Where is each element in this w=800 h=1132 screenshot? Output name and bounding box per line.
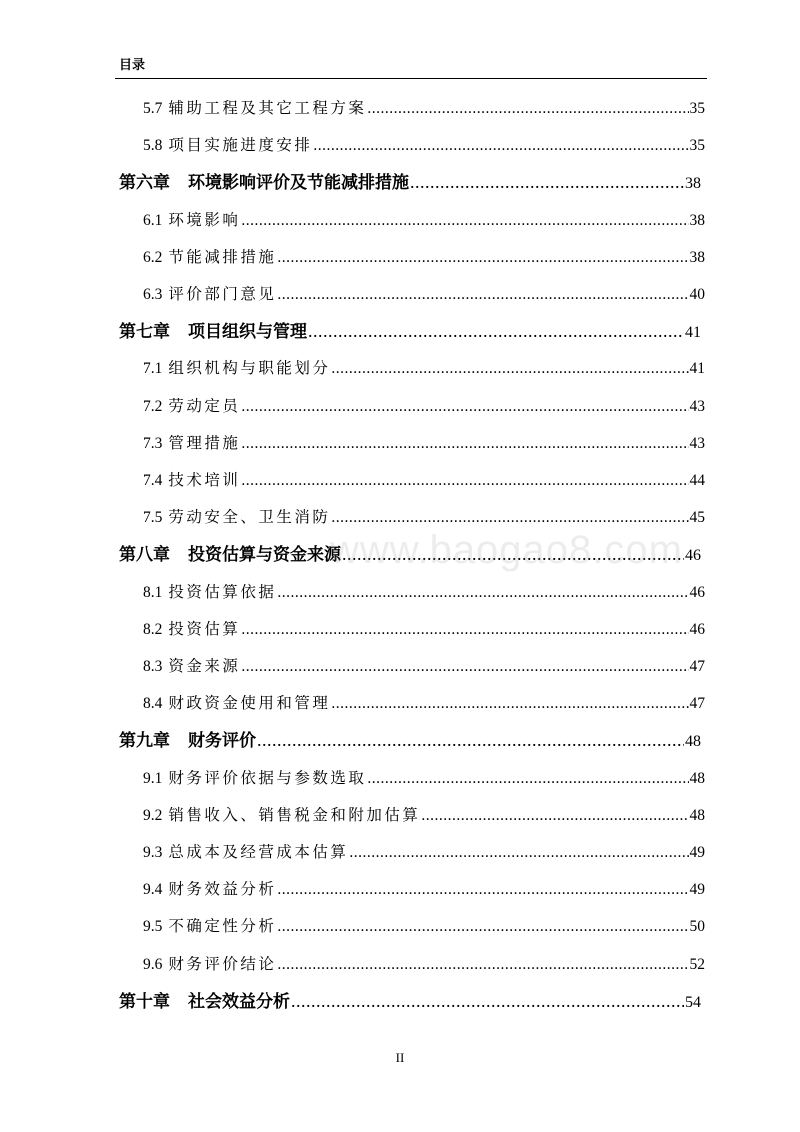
toc-entry-number: 9.2 [143, 806, 163, 824]
toc-entry-number: 第九章 [119, 731, 170, 752]
toc-dot-leader [342, 542, 684, 566]
toc-entry-page: 45 [689, 509, 705, 527]
toc-entry-page: 41 [689, 360, 705, 378]
toc-dot-leader [241, 209, 688, 233]
toc-entry-title: 组织机构与职能划分 [168, 359, 331, 378]
toc-section-entry[interactable] [143, 914, 705, 938]
toc-dot-leader [410, 170, 684, 194]
toc-entry-page: 50 [689, 918, 705, 936]
toc-entry-page: 52 [689, 955, 705, 973]
toc-entry-title: 财务评价结论 [168, 954, 277, 973]
toc-dot-leader [277, 878, 688, 902]
toc-entry-title: 环境影响评价及节能减排措施 [188, 173, 409, 194]
toc-entry-number: 第十章 [119, 991, 170, 1012]
toc-entry-title: 销售收入、销售税金和附加估算 [168, 805, 421, 824]
toc-chapter-entry[interactable] [119, 728, 701, 752]
toc-entry-number: 8.2 [143, 620, 163, 638]
toc-entry-number: 9.5 [143, 918, 163, 936]
toc-entry-number: 6.3 [143, 286, 163, 303]
toc-entry-title: 节能减排措施 [168, 247, 277, 266]
toc-entry-page: 44 [689, 472, 705, 489]
toc-entry-title: 劳动安全、卫生消防 [168, 508, 331, 527]
toc-entry-title: 评价部门意见 [168, 285, 277, 303]
toc-entry-title: 财务效益分析 [168, 880, 277, 899]
toc-dot-leader [349, 841, 688, 865]
toc-entry-number: 6.1 [143, 211, 163, 229]
toc-entry-page: 54 [685, 993, 701, 1011]
toc-section-entry[interactable] [143, 691, 705, 715]
toc-dot-leader [257, 728, 684, 752]
toc-dot-leader [331, 357, 688, 381]
toc-entry-title: 财务评价依据与参数选取 [168, 768, 367, 787]
toc-entry-number: 8.1 [143, 583, 163, 601]
toc-chapter-entry[interactable] [119, 319, 701, 343]
toc-dot-leader [241, 469, 688, 493]
toc-entry-number: 第八章 [119, 545, 170, 566]
toc-entry-title: 辅助工程及其它工程方案 [168, 99, 367, 117]
toc-entry-number: 5.7 [143, 100, 163, 117]
toc-section-entry[interactable] [143, 840, 705, 864]
toc-section-entry[interactable] [143, 877, 705, 901]
toc-entry-number: 8.3 [143, 658, 163, 675]
toc-section-entry[interactable] [143, 356, 705, 380]
toc-dot-leader [277, 283, 688, 307]
toc-section-entry[interactable] [143, 96, 705, 120]
toc-entry-page: 49 [689, 881, 705, 899]
toc-dot-leader [308, 319, 684, 343]
toc-entry-title: 管理措施 [168, 433, 241, 452]
toc-dot-leader [291, 989, 684, 1013]
toc-entry-title: 劳动定员 [168, 396, 241, 415]
toc-entry-title: 项目组织与管理 [188, 322, 307, 343]
toc-entry-page: 38 [689, 211, 705, 229]
toc-entry-number: 第七章 [119, 322, 170, 343]
toc-entry-title: 总成本及经营成本估算 [168, 843, 349, 861]
toc-section-entry[interactable] [143, 394, 705, 418]
toc-entry-page: 43 [689, 434, 705, 452]
toc-dot-leader [313, 134, 688, 158]
toc-entry-number: 6.2 [143, 248, 163, 266]
toc-dot-leader [241, 618, 688, 642]
toc-entry-page: 41 [685, 324, 701, 342]
toc-entry-title: 资金来源 [168, 657, 241, 675]
toc-dot-leader [277, 246, 688, 270]
toc-entry-page: 40 [689, 286, 705, 303]
toc-dot-leader [241, 432, 688, 456]
toc-section-entry[interactable] [143, 654, 705, 678]
toc-entry-title: 财务评价 [188, 731, 256, 752]
toc-section-entry[interactable] [143, 505, 705, 529]
toc-entry-title: 环境影响 [168, 210, 241, 229]
toc-chapter-entry[interactable] [119, 170, 701, 194]
toc-entry-page: 49 [689, 844, 705, 861]
toc-dot-leader [331, 692, 688, 716]
toc-section-entry[interactable] [143, 952, 705, 976]
toc-entry-title: 投资估算依据 [168, 582, 277, 601]
toc-entry-page: 47 [689, 695, 705, 713]
toc-entry-page: 47 [689, 658, 705, 675]
toc-entry-page: 43 [689, 397, 705, 415]
toc-entry-number: 7.2 [143, 397, 163, 415]
toc-entry-page: 38 [685, 175, 701, 193]
toc-entry-number: 7.3 [143, 434, 163, 452]
toc-entry-title: 投资估算与资金来源 [188, 545, 341, 566]
toc-entry-title: 技术培训 [168, 471, 241, 489]
watermark: www.baogao8.com [330, 528, 683, 572]
toc-entry-number: 第六章 [119, 173, 170, 194]
toc-entry-page: 38 [689, 248, 705, 266]
toc-chapter-entry[interactable] [119, 989, 701, 1013]
toc-section-entry[interactable] [143, 468, 705, 492]
toc-dot-leader [241, 655, 688, 679]
toc-entry-title: 不确定性分析 [168, 917, 277, 936]
toc-dot-leader [277, 915, 688, 939]
footer-page-number: II [395, 1050, 405, 1065]
toc-entry-page: 48 [689, 769, 705, 787]
toc-entry-page: 48 [685, 733, 701, 751]
toc-section-entry[interactable] [143, 245, 705, 269]
toc-entry-page: 46 [685, 547, 701, 565]
toc-entry-title: 项目实施进度安排 [168, 136, 313, 155]
toc-entry-number: 8.4 [143, 695, 163, 713]
toc-entry-page: 35 [689, 137, 705, 155]
toc-dot-leader [367, 767, 688, 791]
toc-section-entry[interactable] [143, 431, 705, 455]
toc-entry-number: 9.1 [143, 769, 163, 787]
toc-section-entry[interactable] [143, 617, 705, 641]
toc-section-entry[interactable] [143, 580, 705, 604]
toc-section-entry[interactable] [143, 133, 705, 157]
toc-entry-number: 9.4 [143, 881, 163, 899]
toc-entry-title: 财政资金使用和管理 [168, 694, 331, 713]
toc-chapter-entry[interactable] [119, 542, 701, 566]
toc-dot-leader [241, 395, 688, 419]
toc-entry-page: 35 [689, 100, 705, 117]
toc-entry-title: 社会效益分析 [188, 991, 290, 1012]
toc-section-entry[interactable] [143, 282, 705, 306]
toc-dot-leader [367, 97, 688, 121]
toc-dot-leader [277, 581, 688, 605]
toc-section-entry[interactable] [143, 208, 705, 232]
toc-entry-page: 48 [689, 806, 705, 824]
page-header-title: 目录 [119, 58, 146, 73]
toc-entry-page: 46 [689, 583, 705, 601]
toc-entry-number: 5.8 [143, 137, 163, 155]
toc-section-entry[interactable] [143, 803, 705, 827]
toc-section-entry[interactable] [143, 766, 705, 790]
toc-entry-number: 7.1 [143, 360, 163, 378]
toc-entry-number: 7.5 [143, 509, 163, 527]
toc-entry-page: 46 [689, 620, 705, 638]
toc-entry-title: 投资估算 [168, 619, 241, 638]
toc-entry-number: 9.6 [143, 955, 163, 973]
toc-dot-leader [421, 804, 688, 828]
toc-dot-leader [331, 506, 688, 530]
toc-dot-leader [277, 953, 688, 977]
toc-entry-number: 7.4 [143, 472, 163, 489]
toc-entry-number: 9.3 [143, 844, 163, 861]
